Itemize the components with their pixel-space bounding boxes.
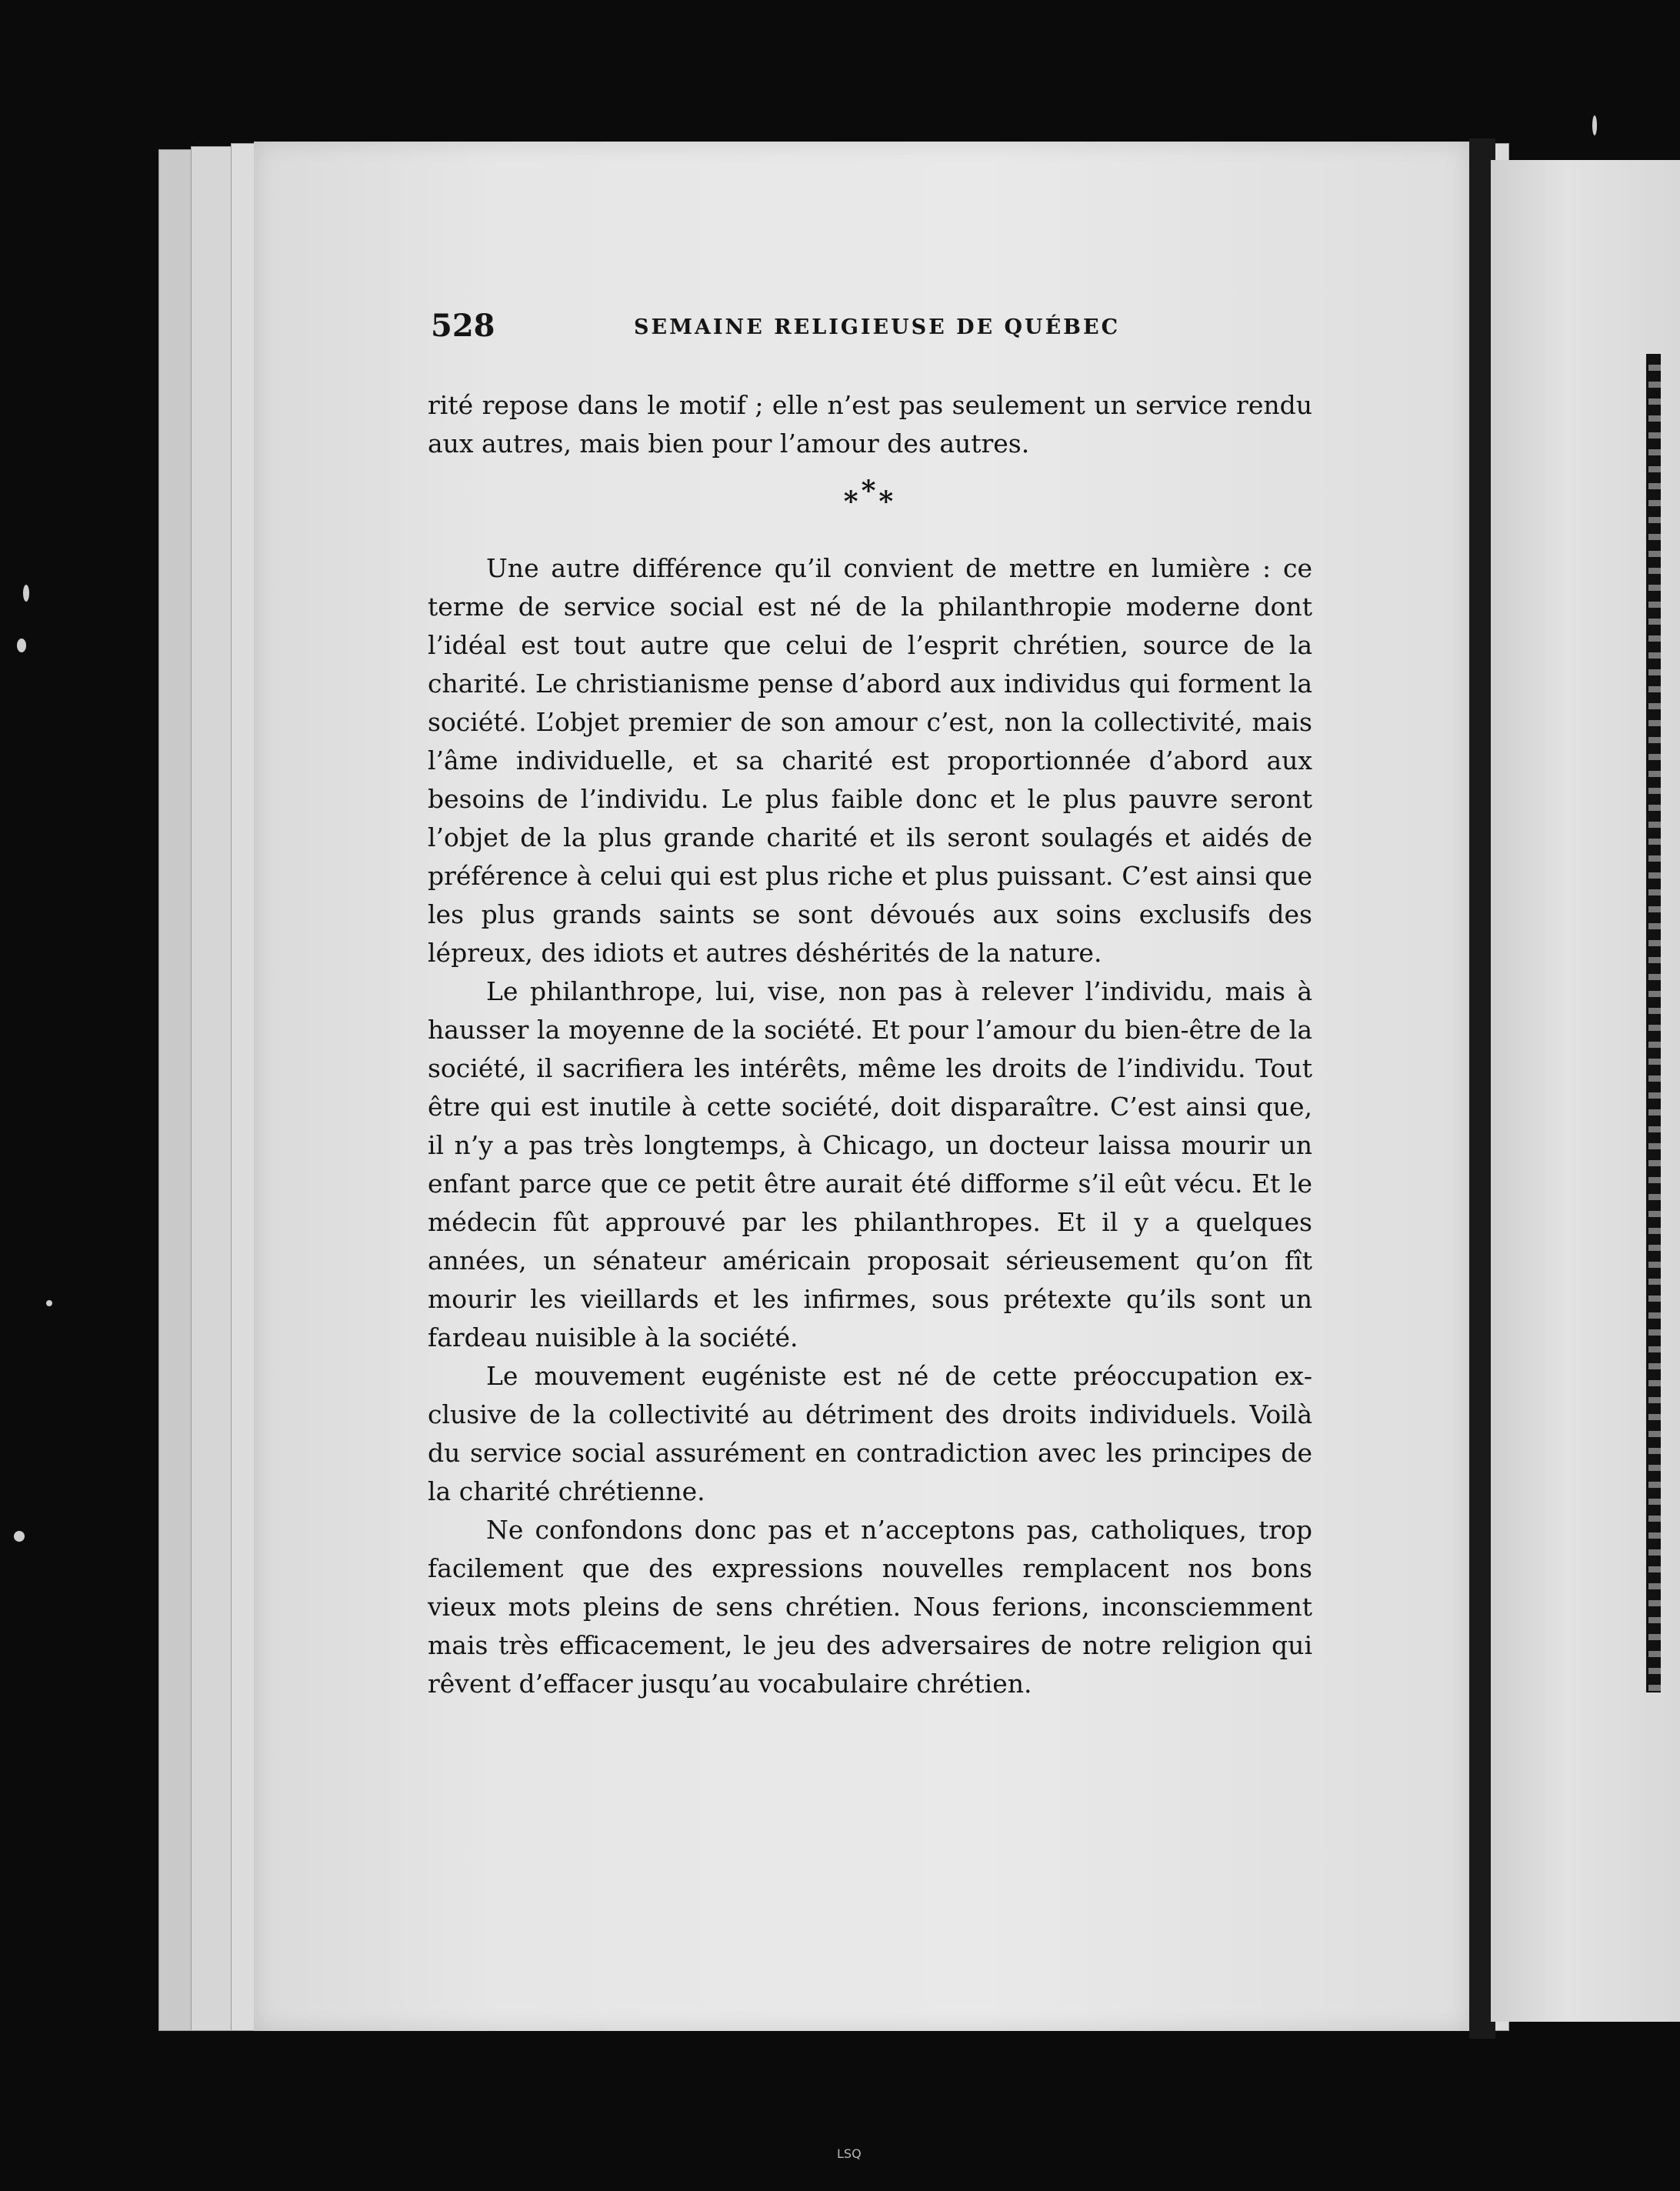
page-header [431,308,1123,354]
dust-speck [14,1531,25,1542]
separator-star: * [861,475,879,507]
page-number: 528 [431,308,495,344]
dust-speck [23,585,29,602]
separator-star: * [843,485,862,518]
paragraph: Le philanthrope, lui, vise, non pas à relever l’individu, mais à hausser la moyenne de la société. Et pour l’amour du bien-être de la société, il sacrifiera les intérêts, même les droits de l’individu. Tout être qui est inutile à cette société, doit disparaître. C’est ainsi que, il n’y a pas très longtemps, à Chicago, un docteur laissa mourir un enfant parce que ce petit être aurait été difforme s’il eût vécu. Et le médecin fût approuvé par les philanthropes. Et il y a quelques années, un sénateur américain proposait sérieusement qu’on fît mourir les vieillards et les infirmes, sous prétexte qu’ils sont un fardeau nuisible à la société. [428,976,1312,1352]
dust-speck [46,1300,52,1306]
body-text [428,386,1312,1703]
paragraph: Ne confondons donc pas et n’acceptons pas, catholiques, trop facilement que des expressions nouvelles remplacent nos bons vieux mots pleins de sens chrétien. Nous ferions, inconsciemment mais très efficacement, le jeu des adversaires de notre religion qui rêvent d’effacer jusqu’au vocabulaire chrétien. [428,1515,1312,1699]
running-head: SEMAINE RELIGIEUSE DE QUÉBEC [634,315,1121,339]
decorative-border [1646,354,1661,1692]
scan-mark: LSQ [837,2146,862,2161]
paragraph: Le mouvement eugéniste est né de cette préoccupation exclusive de la collectivité au détriment des droits individuels. Voilà du service social assurément en contradiction avec les principes de la charité chrétienne. [428,1361,1312,1506]
separator-star: * [878,485,897,518]
paragraph: Une autre différence qu’il convient de mettre en lumière : ce terme de service social est né de la philanthropie moderne dont l’idéal est tout autre que celui de l’esprit chrétien, source de la charité. Le christianisme pense d’abord aux individus qui forment la société. L’objet premier de son amour c’est, non la collectivité, mais l’âme individuelle, et sa charité est proportionnée d’abord aux besoins de l’individu. Le plus faible donc et le plus pauvre seront l’objet de la plus grande charité et ils seront soulagés et aidés de préférence à celui qui est plus riche et plus puissant. C’est ainsi que les plus grands saints se sont dévoués aux soins exclusifs des lépreux, des idiots et autres déshérités de la nature. [428,553,1312,968]
dust-speck [1592,115,1597,135]
dust-speck [17,639,26,652]
section-separator [428,475,1312,518]
paragraph: rité repose dans le motif ; elle n’est pas seulement un service rendu aux autres, mais bien pour l’amour des autres. [428,390,1312,459]
